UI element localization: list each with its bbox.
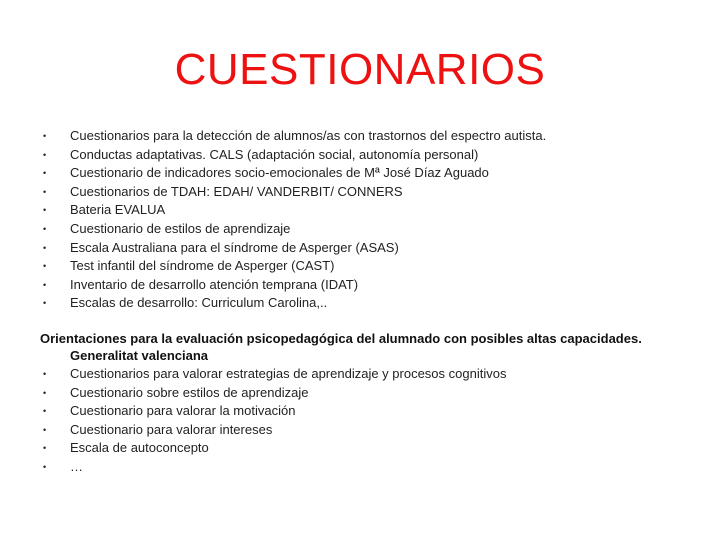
list-item: • Conductas adaptativas. CALS (adaptación social, autonomía personal) [40,146,700,165]
list-item: • Test infantil del síndrome de Asperger (CAST) [40,257,700,276]
list-item: • Escala Australiana para el síndrome de Asperger (ASAS) [40,239,700,258]
list-item: • Cuestionario sobre estilos de aprendizaje [40,384,700,403]
questionnaire-list [40,127,700,313]
list-item: • Cuestionarios de TDAH: EDAH/ VANDERBIT/ CONNERS [40,183,700,202]
list-item: • Cuestionario de estilos de aprendizaje [40,220,700,239]
list-item: • Bateria EVALUA [40,201,700,220]
list-item: • Cuestionarios para la detección de alumnos/as con trastornos del espectro autista. [40,127,700,146]
list-item: • … [40,458,700,477]
list-item: • Cuestionarios para valorar estrategias de aprendizaje y procesos cognitivos [40,365,700,384]
section-heading: Orientaciones para la evaluación psicopedagógica del alumnado con posibles altas capacidades. Generalitat valenciana [40,331,642,363]
list-item: • Escalas de desarrollo: Curriculum Carolina,.. [40,294,700,313]
high-abilities-list [40,365,700,477]
slide-title: CUESTIONARIOS [174,45,546,94]
list-item: • Cuestionario de indicadores socio-emocionales de Mª José Díaz Aguado [40,164,700,183]
list-item: • Inventario de desarrollo atención temprana (IDAT) [40,276,700,295]
list-item: • Escala de autoconcepto [40,439,700,458]
list-item: • Cuestionario para valorar intereses [40,421,700,440]
list-item: • Cuestionario para valorar la motivación [40,402,700,421]
